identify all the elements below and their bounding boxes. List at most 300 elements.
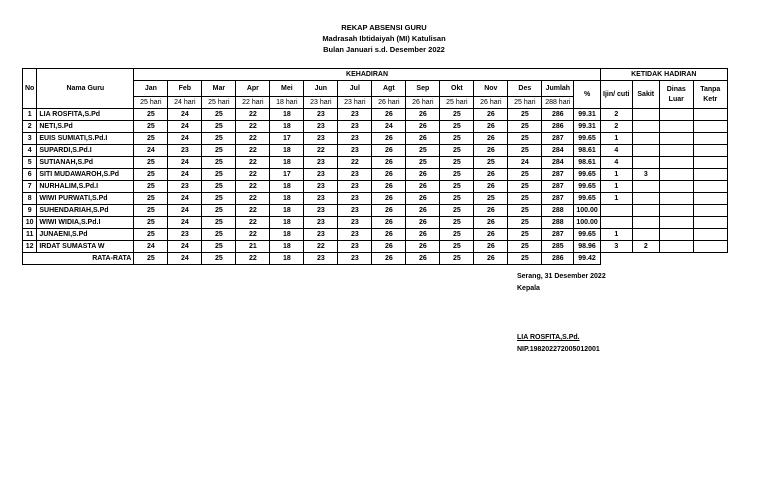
row-dinas-luar (659, 157, 693, 169)
row-sakit (632, 193, 659, 205)
header-month-days: 23 hari (304, 97, 338, 109)
row-month-value: 25 (406, 145, 440, 157)
row-month-value: 25 (440, 157, 474, 169)
header-month-days: 23 hari (338, 97, 372, 109)
row-month-value: 22 (304, 241, 338, 253)
row-month-value: 25 (440, 193, 474, 205)
row-month-value: 22 (338, 157, 372, 169)
row-month-value: 25 (134, 181, 168, 193)
row-sakit (632, 109, 659, 121)
row-tanpa-keterangan (693, 181, 727, 193)
average-month-value: 26 (372, 253, 406, 265)
row-month-value: 26 (406, 241, 440, 253)
row-izin (600, 217, 632, 229)
row-total: 287 (542, 133, 574, 145)
row-month-value: 22 (236, 193, 270, 205)
header-month-days: 25 hari (134, 97, 168, 109)
row-percent: 100.00 (574, 217, 600, 229)
sign-role: Kepala (517, 285, 540, 292)
table-row (23, 193, 728, 205)
row-total: 287 (542, 169, 574, 181)
row-month-value: 26 (474, 229, 508, 241)
row-month-value: 17 (270, 169, 304, 181)
row-month-value: 26 (372, 133, 406, 145)
row-dinas-luar (659, 145, 693, 157)
header-month-days: 25 hari (202, 97, 236, 109)
header-jumlah: Jumlah (542, 81, 574, 97)
row-izin: 2 (600, 121, 632, 133)
row-month-value: 26 (372, 169, 406, 181)
row-month-value: 25 (202, 121, 236, 133)
row-teacher-name: EUIS SUMIATI,S.Pd.I (37, 133, 134, 145)
row-month-value: 25 (508, 145, 542, 157)
row-month-value: 26 (406, 217, 440, 229)
row-month-value: 26 (406, 169, 440, 181)
row-tanpa-keterangan (693, 109, 727, 121)
row-teacher-name: LIA ROSFITA,S.Pd (37, 109, 134, 121)
row-month-value: 25 (508, 169, 542, 181)
row-month-value: 25 (440, 145, 474, 157)
row-month-value: 23 (168, 145, 202, 157)
row-month-value: 25 (508, 217, 542, 229)
row-teacher-name: NURHALIM,S.Pd.I (37, 181, 134, 193)
row-month-value: 18 (270, 217, 304, 229)
row-month-value: 26 (406, 229, 440, 241)
row-month-value: 17 (270, 133, 304, 145)
row-sakit (632, 133, 659, 145)
row-month-value: 26 (406, 133, 440, 145)
row-izin: 1 (600, 193, 632, 205)
row-month-value: 24 (168, 157, 202, 169)
row-dinas-luar (659, 109, 693, 121)
row-month-value: 25 (440, 229, 474, 241)
row-month-value: 23 (304, 229, 338, 241)
row-month-value: 22 (236, 217, 270, 229)
row-month-value: 25 (508, 205, 542, 217)
row-month-value: 18 (270, 205, 304, 217)
row-total: 286 (542, 109, 574, 121)
row-month-value: 25 (202, 181, 236, 193)
row-teacher-name: SUTIANAH,S.Pd (37, 157, 134, 169)
row-month-value: 25 (202, 169, 236, 181)
row-month-value: 25 (474, 157, 508, 169)
header-month: Jun (304, 81, 338, 97)
row-tanpa-keterangan (693, 133, 727, 145)
row-month-value: 23 (338, 109, 372, 121)
row-sakit (632, 145, 659, 157)
row-month-value: 23 (304, 169, 338, 181)
header-sakit: Sakit (632, 81, 659, 109)
header-month: Nov (474, 81, 508, 97)
table-row (23, 181, 728, 193)
row-percent: 99.65 (574, 193, 600, 205)
header-month: Feb (168, 81, 202, 97)
row-percent: 99.65 (574, 181, 600, 193)
sign-nip: NIP.198202272005012001 (517, 346, 600, 353)
row-percent: 98.61 (574, 145, 600, 157)
row-month-value: 25 (406, 157, 440, 169)
school-name: Madrasah Ibtidaiyah (MI) Katulisan (322, 34, 446, 43)
row-total: 287 (542, 193, 574, 205)
row-tanpa-keterangan (693, 193, 727, 205)
row-month-value: 23 (304, 205, 338, 217)
row-month-value: 24 (168, 193, 202, 205)
row-month-value: 26 (406, 205, 440, 217)
row-month-value: 25 (134, 217, 168, 229)
average-month-value: 25 (440, 253, 474, 265)
average-label: RATA-RATA (23, 253, 134, 265)
row-total: 284 (542, 157, 574, 169)
row-tanpa-keterangan (693, 145, 727, 157)
header-no: No (23, 69, 37, 109)
row-izin (600, 205, 632, 217)
row-tanpa-keterangan (693, 229, 727, 241)
row-month-value: 24 (134, 145, 168, 157)
header-month: Apr (236, 81, 270, 97)
row-month-value: 26 (372, 217, 406, 229)
average-month-value: 26 (406, 253, 440, 265)
row-month-value: 18 (270, 109, 304, 121)
row-dinas-luar (659, 133, 693, 145)
row-month-value: 26 (372, 181, 406, 193)
row-month-value: 23 (338, 217, 372, 229)
row-month-value: 22 (236, 181, 270, 193)
row-izin: 1 (600, 133, 632, 145)
row-month-value: 25 (440, 217, 474, 229)
row-month-value: 22 (236, 229, 270, 241)
header-month: Des (508, 81, 542, 97)
header-month: Sep (406, 81, 440, 97)
row-month-value: 25 (134, 109, 168, 121)
header-izin: Ijin/ cuti (600, 81, 632, 109)
row-izin: 1 (600, 181, 632, 193)
row-month-value: 18 (270, 121, 304, 133)
row-month-value: 23 (338, 229, 372, 241)
row-izin: 4 (600, 145, 632, 157)
row-month-value: 24 (168, 133, 202, 145)
row-teacher-name: SITI MUDAWAROH,S.Pd (37, 169, 134, 181)
row-teacher-name: NETI,S.Pd (37, 121, 134, 133)
row-percent: 99.65 (574, 169, 600, 181)
row-month-value: 23 (338, 121, 372, 133)
row-month-value: 25 (134, 121, 168, 133)
average-total: 286 (542, 253, 574, 265)
row-month-value: 23 (338, 181, 372, 193)
row-month-value: 24 (168, 205, 202, 217)
row-month-value: 25 (508, 121, 542, 133)
average-month-value: 18 (270, 253, 304, 265)
row-month-value: 25 (134, 157, 168, 169)
row-month-value: 18 (270, 241, 304, 253)
row-total: 287 (542, 229, 574, 241)
header-dinas-luar: Dinas Luar (659, 81, 693, 109)
row-month-value: 26 (474, 217, 508, 229)
average-month-value: 23 (304, 253, 338, 265)
header-month-days: 25 hari (440, 97, 474, 109)
row-month-value: 22 (236, 169, 270, 181)
row-month-value: 26 (474, 241, 508, 253)
average-month-value: 25 (134, 253, 168, 265)
sign-place-date: Serang, 31 Desember 2022 (517, 273, 606, 280)
row-dinas-luar (659, 169, 693, 181)
row-sakit (632, 229, 659, 241)
row-month-value: 25 (440, 181, 474, 193)
row-month-value: 26 (372, 193, 406, 205)
row-month-value: 26 (474, 109, 508, 121)
row-month-value: 25 (134, 133, 168, 145)
table-row (23, 241, 728, 253)
row-sakit (632, 157, 659, 169)
row-percent: 98.96 (574, 241, 600, 253)
row-month-value: 26 (406, 193, 440, 205)
row-izin: 1 (600, 229, 632, 241)
row-no: 7 (23, 181, 37, 193)
row-month-value: 25 (440, 109, 474, 121)
row-month-value: 23 (304, 157, 338, 169)
row-month-value: 22 (236, 157, 270, 169)
table-row (23, 169, 728, 181)
row-month-value: 18 (270, 193, 304, 205)
row-no: 6 (23, 169, 37, 181)
row-month-value: 25 (202, 205, 236, 217)
row-izin: 4 (600, 157, 632, 169)
row-tanpa-keterangan (693, 241, 727, 253)
row-month-value: 22 (304, 145, 338, 157)
row-month-value: 25 (440, 169, 474, 181)
row-month-value: 22 (236, 109, 270, 121)
table-row (23, 217, 728, 229)
row-month-value: 24 (372, 121, 406, 133)
row-month-value: 23 (304, 181, 338, 193)
row-dinas-luar (659, 121, 693, 133)
row-month-value: 24 (168, 169, 202, 181)
row-month-value: 23 (304, 193, 338, 205)
row-month-value: 25 (134, 229, 168, 241)
row-month-value: 26 (406, 121, 440, 133)
header-month-days: 26 hari (406, 97, 440, 109)
row-month-value: 25 (508, 241, 542, 253)
average-month-value: 23 (338, 253, 372, 265)
row-month-value: 25 (202, 217, 236, 229)
average-month-value: 26 (474, 253, 508, 265)
row-month-value: 26 (474, 145, 508, 157)
average-month-value: 22 (236, 253, 270, 265)
row-month-value: 23 (304, 217, 338, 229)
table-row (23, 133, 728, 145)
row-month-value: 26 (474, 169, 508, 181)
row-month-value: 26 (372, 205, 406, 217)
row-no: 12 (23, 241, 37, 253)
row-month-value: 26 (474, 205, 508, 217)
row-dinas-luar (659, 181, 693, 193)
row-month-value: 24 (168, 121, 202, 133)
row-month-value: 25 (508, 109, 542, 121)
table-row (23, 205, 728, 217)
row-month-value: 25 (202, 229, 236, 241)
row-month-value: 21 (236, 241, 270, 253)
row-month-value: 25 (508, 181, 542, 193)
header-month: Jul (338, 81, 372, 97)
row-month-value: 24 (134, 241, 168, 253)
row-dinas-luar (659, 229, 693, 241)
row-tanpa-keterangan (693, 157, 727, 169)
row-month-value: 26 (372, 157, 406, 169)
row-tanpa-keterangan (693, 169, 727, 181)
row-percent: 99.31 (574, 121, 600, 133)
header-month: Mar (202, 81, 236, 97)
row-tanpa-keterangan (693, 205, 727, 217)
row-month-value: 26 (474, 181, 508, 193)
row-percent: 99.65 (574, 133, 600, 145)
attendance-table (22, 68, 728, 265)
row-month-value: 26 (372, 229, 406, 241)
row-month-value: 25 (202, 193, 236, 205)
header-ketidakhadiran: KETIDAK HADIRAN (600, 69, 727, 81)
row-sakit: 3 (632, 169, 659, 181)
table-row (23, 121, 728, 133)
row-no: 8 (23, 193, 37, 205)
row-month-value: 22 (236, 145, 270, 157)
row-month-value: 26 (372, 145, 406, 157)
header-month-days: 22 hari (236, 97, 270, 109)
report-period: Bulan Januari s.d. Desember 2022 (323, 45, 445, 54)
row-percent: 99.31 (574, 109, 600, 121)
row-total: 284 (542, 145, 574, 157)
header-month-days: 26 hari (372, 97, 406, 109)
row-month-value: 25 (202, 109, 236, 121)
row-month-value: 25 (202, 157, 236, 169)
row-dinas-luar (659, 217, 693, 229)
row-teacher-name: WIWI PURWATI,S.Pd (37, 193, 134, 205)
row-month-value: 24 (168, 241, 202, 253)
table-row (23, 157, 728, 169)
row-month-value: 23 (304, 121, 338, 133)
row-month-value: 23 (338, 205, 372, 217)
row-total: 288 (542, 205, 574, 217)
row-month-value: 25 (134, 193, 168, 205)
row-sakit (632, 217, 659, 229)
row-total: 286 (542, 121, 574, 133)
row-month-value: 25 (202, 241, 236, 253)
row-month-value: 23 (338, 133, 372, 145)
row-total: 288 (542, 217, 574, 229)
row-month-value: 25 (202, 145, 236, 157)
header-month-days: 26 hari (474, 97, 508, 109)
row-month-value: 26 (474, 133, 508, 145)
table-row (23, 145, 728, 157)
row-percent: 99.65 (574, 229, 600, 241)
row-month-value: 23 (338, 193, 372, 205)
table-row (23, 109, 728, 121)
header-percent: % (574, 81, 600, 109)
header-month: Agt (372, 81, 406, 97)
average-row (23, 253, 728, 265)
row-izin: 1 (600, 169, 632, 181)
row-month-value: 23 (168, 229, 202, 241)
row-month-value: 26 (406, 109, 440, 121)
average-month-value: 25 (508, 253, 542, 265)
row-month-value: 18 (270, 145, 304, 157)
row-sakit: 2 (632, 241, 659, 253)
header-month-days: 25 hari (508, 97, 542, 109)
document-title: REKAP ABSENSI GURU (341, 23, 427, 32)
row-month-value: 24 (168, 217, 202, 229)
row-dinas-luar (659, 193, 693, 205)
row-sakit (632, 181, 659, 193)
row-month-value: 26 (372, 109, 406, 121)
row-month-value: 18 (270, 157, 304, 169)
row-tanpa-keterangan (693, 217, 727, 229)
row-month-value: 22 (236, 133, 270, 145)
row-month-value: 25 (202, 133, 236, 145)
row-no: 9 (23, 205, 37, 217)
header-name: Nama Guru (37, 69, 134, 109)
table-row (23, 229, 728, 241)
header-month-days: 18 hari (270, 97, 304, 109)
row-month-value: 22 (236, 121, 270, 133)
row-percent: 100.00 (574, 205, 600, 217)
row-no: 4 (23, 145, 37, 157)
header-month: Okt (440, 81, 474, 97)
row-teacher-name: JUNAENI,S.Pd (37, 229, 134, 241)
row-teacher-name: SUPARDI,S.Pd.I (37, 145, 134, 157)
row-izin: 3 (600, 241, 632, 253)
row-no: 1 (23, 109, 37, 121)
row-month-value: 25 (440, 241, 474, 253)
average-month-value: 25 (202, 253, 236, 265)
header-month: Jan (134, 81, 168, 97)
row-month-value: 24 (508, 157, 542, 169)
average-month-value: 24 (168, 253, 202, 265)
row-no: 2 (23, 121, 37, 133)
row-no: 5 (23, 157, 37, 169)
row-month-value: 25 (440, 133, 474, 145)
header-month-days: 24 hari (168, 97, 202, 109)
row-month-value: 24 (168, 109, 202, 121)
row-month-value: 25 (134, 169, 168, 181)
row-total: 287 (542, 181, 574, 193)
row-tanpa-keterangan (693, 121, 727, 133)
header-month: Mei (270, 81, 304, 97)
row-month-value: 18 (270, 181, 304, 193)
row-month-value: 23 (338, 169, 372, 181)
row-month-value: 25 (508, 229, 542, 241)
row-month-value: 22 (236, 205, 270, 217)
row-total: 285 (542, 241, 574, 253)
row-month-value: 23 (338, 145, 372, 157)
row-month-value: 25 (440, 205, 474, 217)
row-no: 3 (23, 133, 37, 145)
row-dinas-luar (659, 241, 693, 253)
row-month-value: 26 (372, 241, 406, 253)
row-month-value: 25 (508, 133, 542, 145)
row-month-value: 23 (304, 109, 338, 121)
row-teacher-name: WIWI WIDIA,S.Pd.I (37, 217, 134, 229)
header-tanpa-keterangan: Tanpa Ketr (693, 81, 727, 109)
row-month-value: 25 (134, 205, 168, 217)
row-month-value: 23 (168, 181, 202, 193)
row-no: 11 (23, 229, 37, 241)
row-no: 10 (23, 217, 37, 229)
row-month-value: 23 (304, 133, 338, 145)
row-month-value: 25 (508, 193, 542, 205)
row-dinas-luar (659, 205, 693, 217)
sign-name: LIA ROSFITA,S.Pd. (517, 334, 580, 341)
row-sakit (632, 121, 659, 133)
row-month-value: 25 (474, 193, 508, 205)
header-jumlah-days: 288 hari (542, 97, 574, 109)
average-percent: 99.42 (574, 253, 600, 265)
